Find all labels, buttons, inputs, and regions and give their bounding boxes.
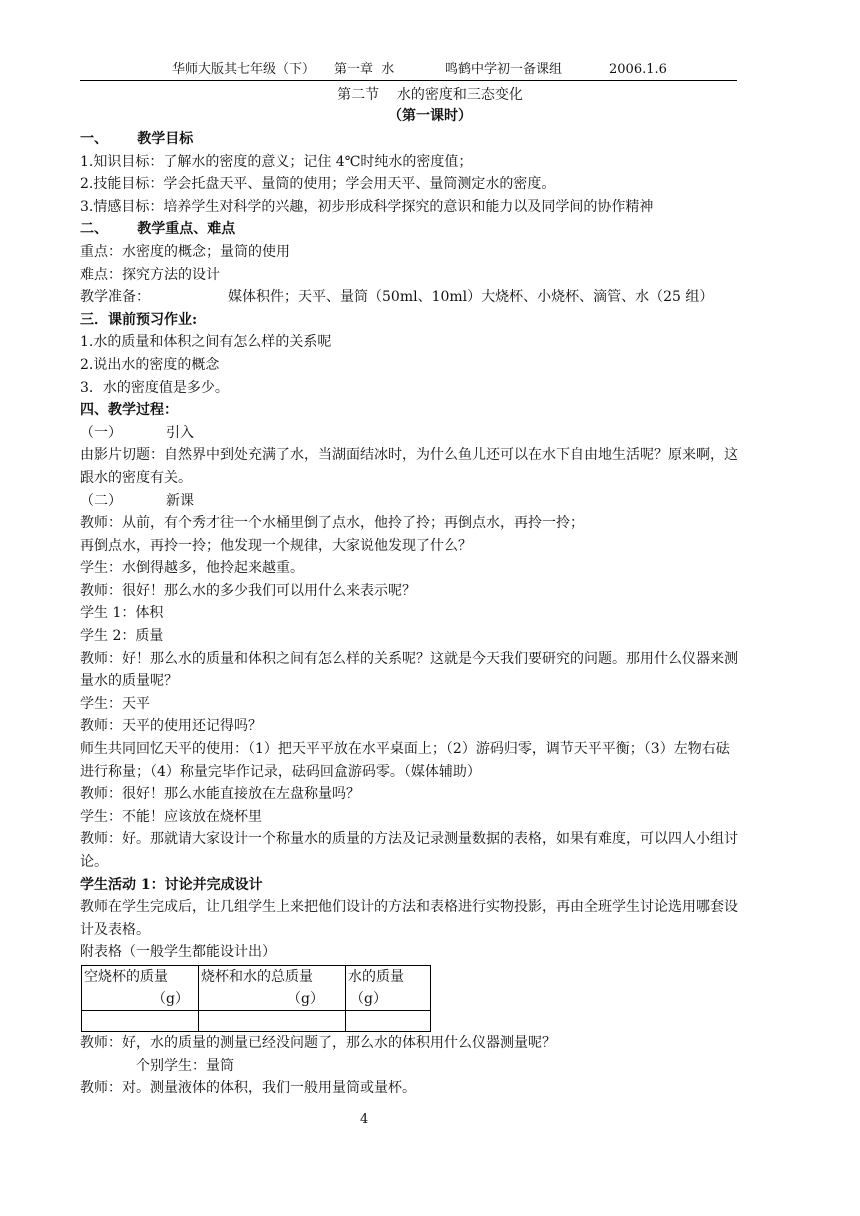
header-label: 空烧杯的质量 [84,968,168,985]
preview-item-2: 2.说出水的密度的概念 [80,356,220,373]
table-row [82,1010,431,1031]
difficulty: 难点：探究方法的设计 [80,266,220,283]
heading-process: 四、教学过程： [80,402,178,419]
header-date: 2006.1.6 [609,62,667,77]
prep-content: 媒体积件；天平、量筒（50ml、10ml）大烧杯、小烧杯、滴管、水（25 组） [228,289,714,306]
table-cell[interactable] [199,1010,346,1031]
key-point: 重点：水密度的概念；量筒的使用 [80,243,290,260]
dialog-line: 学生 1：体积 [80,605,164,622]
dialog-line: 教师：好，水的质量的测量已经没问题了，那么水的体积用什么仪器测量呢？ [80,1034,556,1051]
heading-objectives: 一、 教学目标 [80,131,194,147]
dialog-line: 教师：天平的使用还记得吗？ [80,718,262,735]
header-unit: （g） [287,990,324,1007]
teacher-question: 教师：好！那么水的质量和体积之间有怎么样的关系呢？这就是今天我们要研究的问题。那用什么仪器来测量水的质量呢？ [80,650,738,690]
table-caption: 附表格（一般学生都能设计出） [80,944,276,961]
part2-name: 新课 [166,492,194,509]
part-intro-heading [80,422,740,445]
table-cell[interactable] [346,1010,431,1031]
table-header-cell [82,965,199,1010]
prep-label: 教学准备： [80,289,150,306]
dialog-line: 教师：对。测量液体的体积，我们一般用量筒或量杯。 [80,1080,416,1097]
part2-label: （二） [80,492,122,509]
header-book: 华师大版其七年级（下） [172,62,316,77]
table-header-cell [346,965,431,1010]
part1-label: （一） [80,424,122,441]
preview-item-3: 3．水的密度值是多少。 [80,379,229,396]
heading-preview: 三．课前预习作业: [80,311,198,328]
intro-paragraph: 由影片切题：自然界中到处充满了水，当湖面结冰时，为什么鱼儿还可以在水下自由地生活呢？原来啊，这跟水的密度有关。 [80,447,738,486]
section-title: 第二节 水的密度和三态变化 [337,87,523,103]
table-header-row [82,965,431,1010]
teaching-prep [80,286,740,309]
part-new-heading [80,490,740,513]
header-school: 鸣鹤中学初一备课组 [445,62,563,77]
lesson-subtitle: （第一课时） [388,108,472,124]
dialog-line: 教师：从前，有个秀才往一个水桶里倒了点水，他拎了拎；再倒点水，再拎一拎； [80,515,584,532]
design-task: 教师：好。那就请大家设计一个称量水的质量的方法及记录测量数据的表格，如果有难度，可以四人小组讨论。 [80,831,738,870]
header-rule [80,80,737,81]
table-cell[interactable] [82,1010,199,1031]
page-number: 4 [360,1112,369,1127]
projection-paragraph: 教师在学生完成后，让几组学生上来把他们设计的方法和表格进行实物投影，再由全班学生讨论选用哪套设计及表格。 [80,899,738,938]
measurement-table [81,965,431,1032]
dialog-line: 学生 2：质量 [80,628,164,645]
header-chapter: 第一章 水 [334,62,395,77]
dialog-line: 再倒点水，再拎一拎；他发现一个规律，大家说他发现了什么？ [80,537,472,554]
objective-skill: 2.技能目标：学会托盘天平、量筒的使用；学会用天平、量筒测定水的密度。 [80,176,556,193]
table-header-cell [199,965,346,1010]
header-unit: （g） [152,990,189,1007]
dialog-line: 教师：很好！那么水能直接放在左盘称量吗？ [80,786,360,803]
part1-name: 引入 [166,424,194,441]
activity-heading: 学生活动 1：讨论并完成设计 [80,876,263,893]
document-body [80,128,740,1100]
header-label: 烧杯和水的总质量 [201,968,313,985]
objective-emotion: 3.情感目标：培养学生对科学的兴趣，初步形成科学探究的意识和能力以及同学间的协作精神 [80,198,654,215]
dialog-line: 个别学生：量筒 [136,1057,234,1074]
header-label: 水的质量 [348,968,404,985]
heading-key-points: 二、 教学重点、难点 [80,221,236,238]
dialog-line: 学生：不能！应该放在烧杯里 [80,808,262,825]
dialog-line: 教师：很好！那么水的多少我们可以用什么来表示呢？ [80,582,416,599]
preview-item-1: 1.水的质量和体积之间有怎么样的关系呢 [80,334,332,351]
header-unit: （g） [350,990,387,1007]
objective-knowledge: 1.知识目标：了解水的密度的意义；记住 4℃时纯水的密度值； [80,153,473,170]
dialog-line: 学生：水倒得越多，他拎起来越重。 [80,560,304,577]
balance-recall: 师生共同回忆天平的使用：（1）把天平平放在水平桌面上；（2）游码归零，调节天平平衡；（3）左物右砝进行称量；（4）称量完毕作记录，砝码回盒游码零。（媒体辅助） [80,741,730,780]
dialog-line: 学生：天平 [80,695,150,712]
